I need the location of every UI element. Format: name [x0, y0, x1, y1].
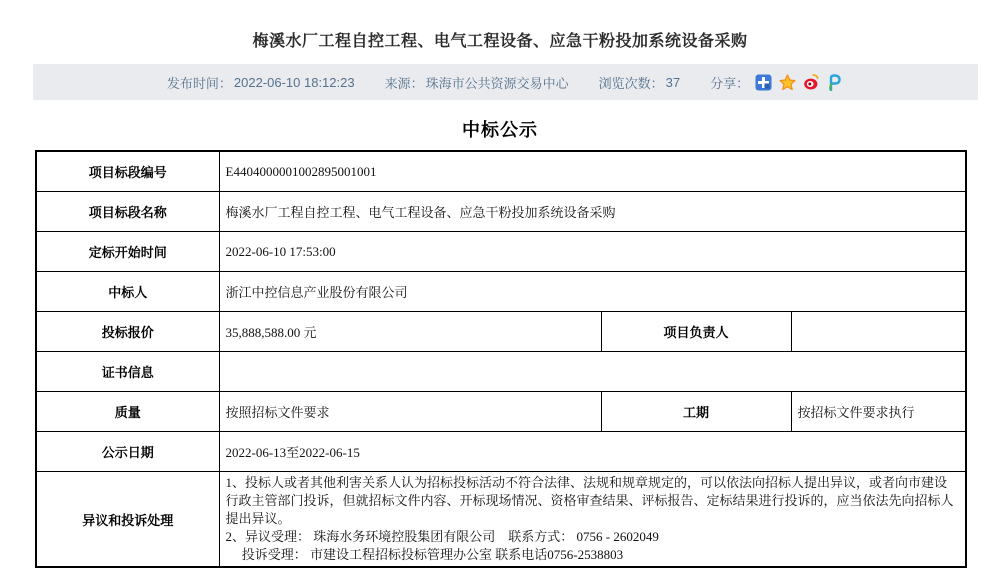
project-manager-value [791, 312, 966, 352]
table-row [36, 192, 966, 232]
publish-time-group [167, 73, 355, 92]
bid-price-value: 35,888,588.00 元 [219, 312, 601, 352]
bid-name-label: 项目标段名称 [36, 192, 219, 232]
table-row [36, 232, 966, 272]
table-row [36, 432, 966, 472]
bid-name-value: 梅溪水厂工程自控工程、电气工程设备、应急干粉投加系统设备采购 [219, 192, 966, 232]
bid-result-table [35, 150, 967, 568]
table-row [36, 472, 966, 568]
bid-price-label: 投标报价 [36, 312, 219, 352]
views-group [599, 73, 680, 92]
objection-line-1: 1、投标人或者其他利害关系人认为招标投标活动不符合法律、法规和规章规定的，可以依法向招标人提出异议，或者向市建设行政主管部门投诉，但就招标文件内容、开标现场情况、资格审查结果、评标报告、定标结果进行投诉的，应当依法先向招标人提出异议。 [225, 475, 954, 526]
quality-label: 质量 [36, 392, 219, 432]
publish-time-label: 发布时间： [166, 75, 232, 91]
bid-no-label: 项目标段编号 [36, 151, 219, 192]
publicity-date-label: 公示日期 [36, 432, 219, 472]
project-manager-label: 项目负责人 [601, 312, 791, 352]
duration-label: 工期 [601, 392, 791, 432]
objection-line-3: 投诉受理： 市建设工程招标投标管理办公室 联系电话0756-2538803 [225, 547, 624, 562]
table-row [36, 272, 966, 312]
objection-line-2: 2、异议受理： 珠海水务环境控股集团有限公司 联系方式： 0756 - 2602049 [225, 529, 659, 544]
objection-value [219, 472, 966, 568]
certificate-label: 证书信息 [36, 352, 219, 392]
quality-value: 按照招标文件要求 [219, 392, 601, 432]
table-row [36, 352, 966, 392]
weibo-icon[interactable] [803, 74, 820, 91]
share-label: 分享： [710, 75, 750, 91]
certificate-value [219, 352, 966, 392]
source-value: 珠海市公共资源交易中心 [425, 75, 569, 91]
page-title: 梅溪水厂工程自控工程、电气工程设备、应急干粉投加系统设备采购 [252, 33, 748, 50]
favorite-star-icon[interactable] [779, 74, 796, 91]
tencent-p-icon[interactable] [827, 74, 844, 91]
winner-label: 中标人 [36, 272, 219, 312]
publish-time-value: 2022-06-10 18:12:23 [233, 74, 355, 90]
decide-time-value: 2022-06-10 17:53:00 [219, 232, 966, 272]
bid-no-value: E4404000001002895001001 [219, 151, 966, 192]
duration-value: 按招标文件要求执行 [791, 392, 966, 432]
table-row [36, 312, 966, 352]
winner-value: 浙江中控信息产业股份有限公司 [219, 272, 966, 312]
table-row [36, 392, 966, 432]
share-group [710, 73, 844, 92]
views-label: 浏览次数： [598, 75, 664, 91]
decide-time-label: 定标开始时间 [36, 232, 219, 272]
announcement-heading: 中标公示 [462, 120, 538, 140]
objection-label: 异议和投诉处理 [36, 472, 219, 568]
source-group [385, 73, 569, 92]
share-more-icon[interactable] [755, 74, 772, 91]
share-icons [755, 74, 844, 91]
meta-bar [33, 64, 978, 100]
publicity-date-value: 2022-06-13至2022-06-15 [219, 432, 966, 472]
source-label: 来源： [384, 75, 424, 91]
table-row [36, 151, 966, 192]
views-count: 37 [665, 74, 681, 90]
